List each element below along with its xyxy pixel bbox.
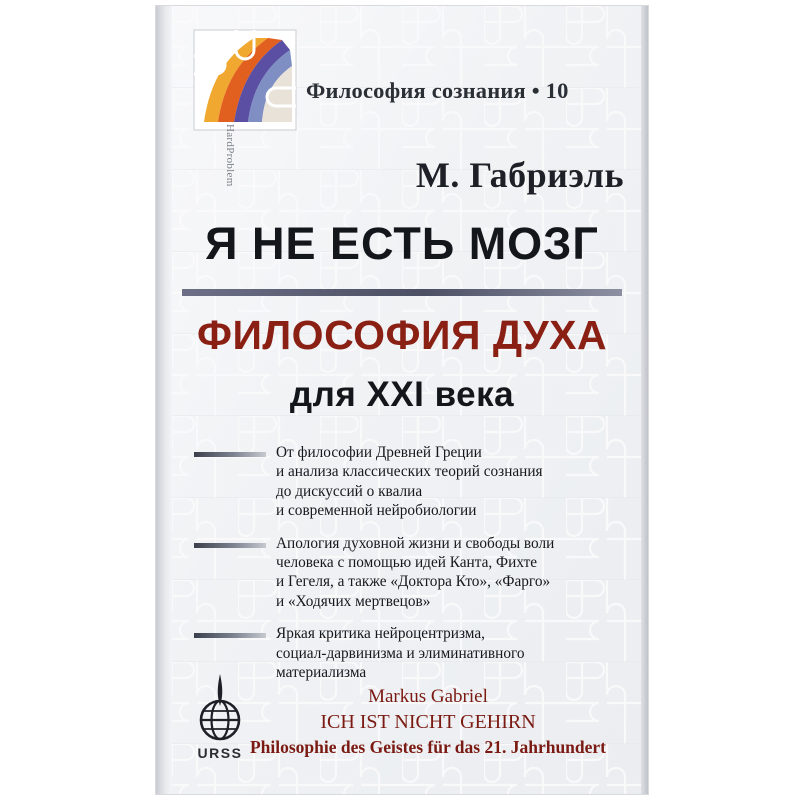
bullet-dash-icon (194, 452, 266, 457)
author-name: М. Габриэль (415, 155, 624, 195)
publisher-name: URSS (197, 745, 243, 761)
list-item (184, 534, 626, 612)
title-line-2: ФИЛОСОФИЯ ДУХА (196, 312, 608, 358)
series-logo-icon (192, 28, 298, 132)
bullet-text: Апология духовной жизни и свободы воли человека с помощью идей Канта, Фихте и Гегеля, а также «Доктора Кто», «Фарго» и «Ходячих мертвецов» (276, 534, 555, 610)
original-subtitle: Philosophie des Geistes für das 21. Jahrhundert (249, 737, 607, 757)
original-title-block (230, 686, 626, 758)
series-logo (182, 28, 298, 187)
bullet-text: Яркая критика нейроцентризма, социал-дарвинизма и элиминативного материализма (276, 625, 525, 682)
bullet-text: От философии Древней Греции и анализа классических теорий сознания до дискуссий о квалиа и современной нейробиологии (276, 444, 543, 520)
series-logo-label: HardProblem (224, 124, 236, 187)
original-author: Markus Gabriel (368, 686, 488, 707)
title-line-3: для XXI века (289, 375, 515, 414)
bullet-list (184, 443, 626, 695)
bullet-dash-icon (194, 633, 266, 638)
list-item (184, 443, 626, 521)
book-cover (156, 6, 648, 794)
bullet-dash-icon (194, 543, 266, 548)
title-divider-rule (182, 289, 622, 296)
title-line-1: Я НЕ ЕСТЬ МОЗГ (205, 218, 599, 269)
original-title: ICH IST NICHT GEHIRN (320, 711, 536, 733)
series-title: Философия сознания • 10 (306, 78, 569, 103)
